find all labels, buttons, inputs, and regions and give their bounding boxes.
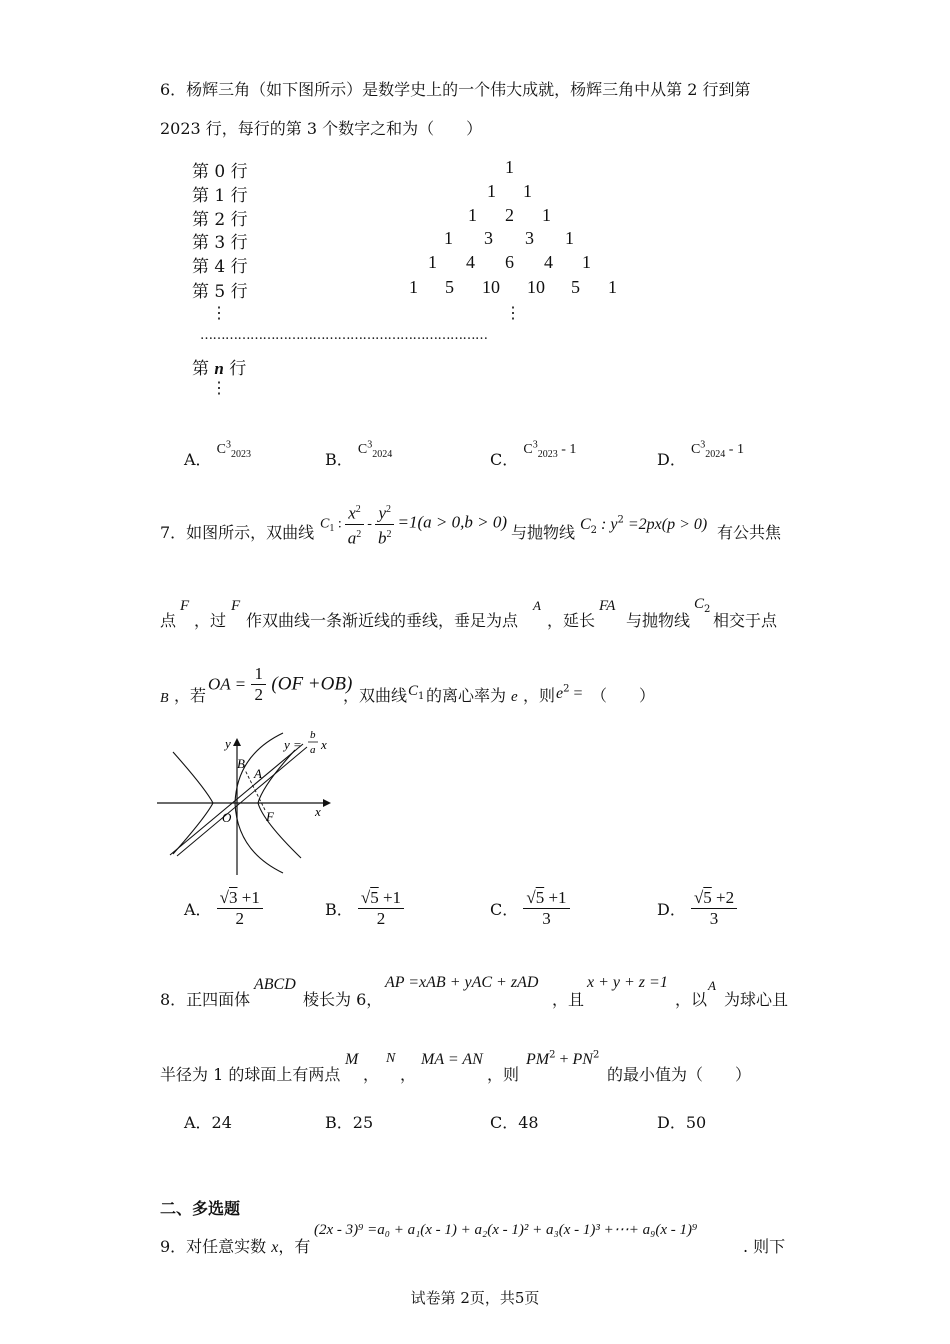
q7-line3-d: ，则	[523, 686, 556, 705]
tri-value: 6	[505, 252, 514, 272]
tri-value: 1	[542, 205, 551, 225]
hyperbola-figure	[155, 730, 345, 880]
q7-line2-e: 与抛物线	[626, 611, 691, 630]
fig-asymptote-a: a	[310, 744, 316, 756]
q8-sum-eq: x + y + z =1	[587, 974, 668, 991]
row-label-4: 第 4 行	[192, 257, 248, 277]
q8-line2-c: 的最小值为（ ）	[607, 1065, 752, 1084]
fig-asymptote-y: y =	[284, 737, 302, 752]
c2-ref: $C_2$	[694, 596, 711, 615]
tetrahedron-name: ABCD	[254, 976, 296, 993]
q8-comma: ，	[400, 1065, 417, 1084]
tri-value: 1	[409, 277, 418, 297]
fig-point-b: B	[237, 756, 245, 771]
row-label-3: 第 3 行	[192, 233, 248, 253]
fig-origin-label: O	[222, 810, 232, 825]
q7-line3-a: ，若	[174, 686, 207, 705]
row-label-2: 第 2 行	[192, 210, 248, 230]
q7-line3-c: 的离心率为	[426, 686, 507, 705]
row-label-5: 第 5 行	[192, 282, 248, 302]
page-footer: 试卷第 2页，共5页	[410, 1289, 540, 1307]
q8-line1-b: 棱长为 6，	[303, 990, 383, 1009]
point-a-ref: A	[708, 978, 716, 993]
row-label-0: 第 0 行	[192, 162, 248, 182]
q6-line1: 6．杨辉三角（如下图所示）是数学史上的一个伟大成就，杨辉三角中从第 2 行到第	[160, 80, 751, 99]
q7-option-d[interactable]: D． $\frac{√5 +2}{3}$	[657, 888, 737, 929]
q8-line2-a: 半径为 1 的球面上有两点	[160, 1065, 341, 1084]
q7-option-b[interactable]: B． $\frac{√5 +1}{2}$	[325, 888, 404, 929]
q7-line1-c: 有公共焦	[717, 523, 782, 542]
segment-fa-ref: FA	[599, 598, 616, 614]
q7-line1-a: 7．如图所示，双曲线	[160, 523, 315, 542]
tri-value: 1	[487, 181, 496, 201]
row-label-1: 第 1 行	[192, 186, 248, 206]
q6-option-c[interactable]: C． $C^3_{2023} - 1$	[490, 439, 577, 469]
tri-value: 5	[571, 277, 580, 297]
q8-option-d[interactable]: D．50	[657, 1113, 707, 1132]
q8-line1-e: 为球心且	[724, 990, 789, 1009]
dotted-line: ……………………………………………………………	[200, 328, 488, 343]
e-squared: $e^2$ =	[556, 683, 583, 702]
tri-value: 3	[525, 228, 534, 248]
tri-value: 10	[527, 277, 545, 297]
fig-point-f: F	[266, 809, 274, 824]
q8-line1-a: 8．正四面体	[160, 990, 251, 1009]
q7-option-c[interactable]: C． $\frac{√5 +1}{3}$	[490, 888, 570, 929]
tri-value: 1	[468, 205, 477, 225]
tri-value: 2	[505, 205, 514, 225]
q8-line2-b: ，则	[487, 1065, 520, 1084]
pm-pn-sum: $PM^2 + PN^2$	[526, 1049, 600, 1068]
tri-value: 1	[608, 277, 617, 297]
tri-value: 1	[444, 228, 453, 248]
q7-line2-c: 作双曲线一条渐近线的垂线，垂足为点	[246, 611, 519, 630]
vdots-center: ⋮	[505, 303, 521, 322]
q8-line1-d: ，以	[675, 990, 708, 1009]
point-n-ref: N	[386, 1051, 396, 1066]
q7-option-a[interactable]: A． $\frac{√3 +1}{2}$	[184, 888, 263, 929]
q8-comma: ，	[363, 1065, 380, 1084]
q7-line1-b: 与抛物线	[511, 523, 576, 542]
fig-x-label: x	[315, 804, 321, 819]
point-a-ref: A	[533, 598, 541, 613]
q8-option-b[interactable]: B．25	[325, 1113, 374, 1132]
tri-value: 1	[505, 157, 514, 177]
q9-line1-c: . 则下	[743, 1237, 786, 1256]
q6-line2: 2023 行，每行的第 3 个数字之和为（ ）	[160, 119, 483, 138]
q7-line2-d: ，延长	[547, 611, 596, 630]
section-heading: 二、多选题	[160, 1199, 241, 1218]
q7-line2-f: 相交于点	[713, 611, 778, 630]
tri-value: 10	[482, 277, 500, 297]
q6-option-d[interactable]: D． $C^3_{2024} - 1$	[657, 439, 744, 469]
point-b-ref: B	[160, 691, 169, 706]
q8-option-a[interactable]: A．24	[184, 1113, 232, 1132]
fig-asymptote-x: x	[321, 737, 327, 752]
q7-line3-e: （ ）	[591, 686, 656, 705]
point-m-ref: M	[345, 1051, 359, 1068]
vdots-left: ⋮	[211, 303, 227, 322]
q7-parabola-eq: $C_2$ : $y^2 =2px(p > 0)$	[580, 514, 708, 537]
q7-line3-b: ，双曲线	[343, 686, 408, 705]
tri-value: 3	[484, 228, 493, 248]
point-f-ref: F	[180, 598, 190, 614]
q7-vector-eq: OA = $\frac{1}{2}$ (OF +OB)	[208, 664, 353, 704]
q7-line2-a: 点	[160, 611, 177, 630]
tri-value: 5	[445, 277, 454, 297]
tri-value: 1	[523, 181, 532, 201]
tri-value: 1	[565, 228, 574, 248]
tri-value: 1	[428, 252, 437, 272]
c1-ref: $C_1$	[408, 683, 425, 702]
q9-expansion: (2x - 3)⁹ =a₀ + a₁(x - 1) + a₂(x - 1)² + a₃(x - 1)³ +⋯+ a₉(x - 1)⁹	[314, 1222, 698, 1238]
fig-y-label: y	[225, 736, 231, 751]
q8-option-c[interactable]: C．48	[490, 1113, 539, 1132]
q9-line1-a: 9．对任意实数 x，有	[160, 1237, 311, 1256]
tri-value: 1	[582, 252, 591, 272]
q7-hyperbola-eq: $C_1$ : $\frac{x^2}{a^2}$ - $\frac{y^2}{b^2}$ =1(a > 0,b > 0)	[320, 500, 507, 548]
ma-equals-an: MA = AN	[421, 1051, 483, 1068]
fig-asymptote-b: b	[310, 730, 316, 741]
eccentricity-ref: e	[511, 689, 518, 705]
tri-value: 4	[466, 252, 475, 272]
q6-option-b[interactable]: B． $C^3_{2024}$	[325, 439, 393, 469]
point-f-ref: F	[231, 598, 241, 614]
q7-line2-b: ，过	[194, 611, 227, 630]
vdots-bottom: ⋮	[211, 378, 227, 397]
q6-option-a[interactable]: A． $C^3_{2023}$	[184, 439, 251, 469]
q8-vector-eq: AP =xAB + yAC + zAD	[385, 974, 539, 991]
q8-line1-c: ，且	[552, 990, 585, 1009]
tri-value: 4	[544, 252, 553, 272]
fig-point-a: A	[254, 766, 262, 781]
row-label-n: 第 n 行	[192, 359, 247, 379]
